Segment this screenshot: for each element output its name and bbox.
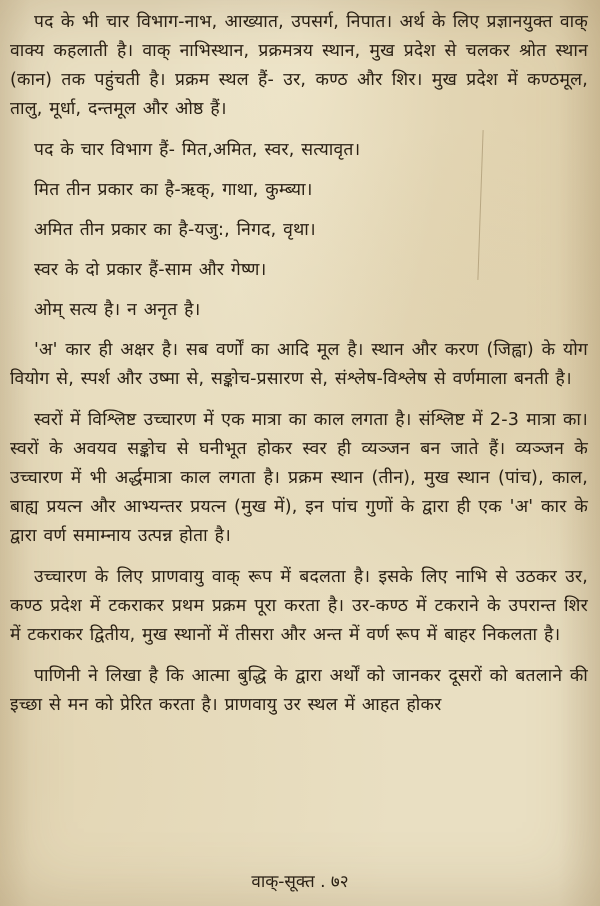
paragraph-intro-vibhag: पद के भी चार विभाग-नाभ, आख्यात, उपसर्ग, निपात। अर्थ के लिए प्रज्ञानयुक्त वाक् वाक्य कहलाती है। वाक् नाभिस्थान, प्रक्रमत्रय स्थान, मुख प्रदेश से चलकर श्रोत स्थान (कान) तक पहुंचती है। प्रक्रम स्थल हैं- उर, कण्ठ और शिर। मुख प्रदेश में कण्ठमूल, तालु, मूर्धा, दन्तमूल और ओष्ठ हैं।: [10, 12, 588, 119]
page-footer-title-and-number: वाक्-सूक्त . ७२: [251, 872, 349, 892]
paragraph-swar-types: स्वर के दो प्रकार हैं-साम और गेष्ण।: [34, 260, 267, 280]
paragraph-mit-types: मित तीन प्रकार का है-ऋक्, गाथा, कुम्ब्या।: [34, 180, 313, 200]
paragraph-panini: पाणिनी ने लिखा है कि आत्मा बुद्धि के द्वारा अर्थों को जानकर दूसरों को बतलाने की इच्छा से मन को प्रेरित करता है। प्राणवायु उर स्थल में आहत होकर: [10, 666, 588, 715]
page-body: [10, 8, 588, 720]
paragraph-om-satya: ओम् सत्य है। न अनृत है।: [34, 300, 201, 320]
paragraph-akar-akshar: 'अ' कार ही अक्षर है। सब वर्णों का आदि मूल है। स्थान और करण (जिह्वा) के योग वियोग से, स्पर्श और उष्मा से, सङ्कोच-प्रसारण से, संश्लेष-विश्लेष से वर्णमाला बनती है।: [10, 340, 588, 389]
paragraph-amit-types: अमित तीन प्रकार का है-यजु:, निगद, वृथा।: [34, 220, 316, 240]
paragraph-swar-matra: स्वरों में विश्लिष्ट उच्चारण में एक मात्रा का काल लगता है। संश्लिष्ट में 2-3 मात्रा का। स्वरों के अवयव सङ्कोच से घनीभूत होकर स्वर ही व्यञ्जन बन जाते हैं। व्यञ्जन के उच्चारण में भी अर्द्धमात्रा काल लगता है। प्रक्रम स्थान (तीन), मुख स्थान (पांच), काल, बाह्य प्रयत्न और आभ्यन्तर प्रयत्न (मुख में), इन पांच गुणों के द्वारा ही एक 'अ' कार के द्वारा वर्ण समाम्नाय उत्पन्न होता है।: [10, 410, 588, 546]
paragraph-pad-vibhag-list: पद के चार विभाग हैं- मित,अमित, स्वर, सत्यावृत।: [34, 140, 361, 160]
paragraph-uchcharan-pranvayu: उच्चारण के लिए प्राणवायु वाक् रूप में बदलता है। इसके लिए नाभि से उठकर उर, कण्ठ प्रदेश में टकराकर प्रथम प्रक्रम पूरा करता है। उर-कण्ठ में टकराने के उपरान्त शिर में टकराकर द्वितीय, मुख स्थानों में तीसरा और अन्त में वर्ण रूप में बाहर निकलता है।: [10, 567, 588, 645]
